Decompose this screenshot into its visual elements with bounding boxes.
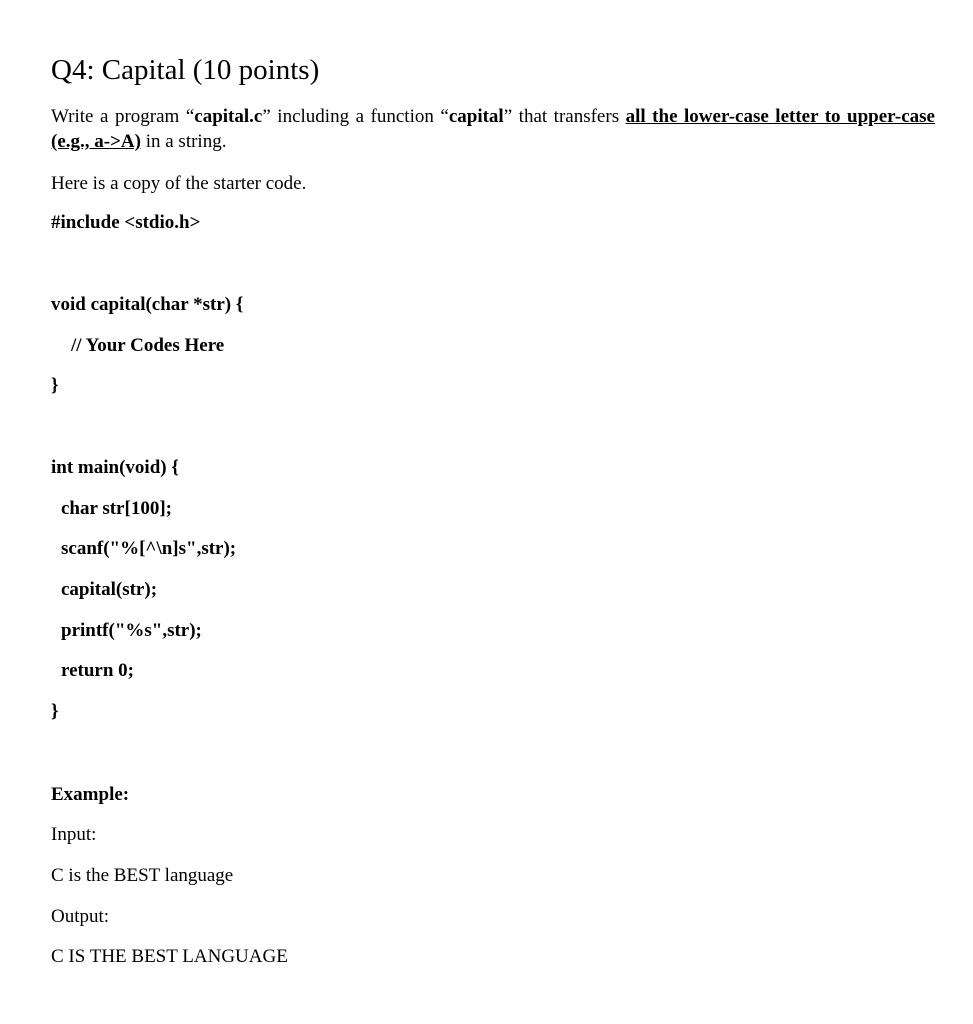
function-name: capital: [448, 106, 504, 127]
code-capital-signature: void capital(char *str) {: [51, 294, 244, 315]
description-text-3: ” that transfers: [503, 106, 626, 127]
question-description: [51, 104, 935, 154]
document-page: [51, 0, 935, 1024]
example-output-value: C IS THE BEST LANGUAGE: [51, 946, 288, 967]
code-main-signature: int main(void) {: [51, 457, 179, 478]
example-input-label: Input:: [51, 824, 97, 845]
code-main-line: scanf("%[^\n]s",str);: [61, 538, 237, 559]
code-main-line: return 0;: [61, 660, 134, 681]
code-main-close-brace: }: [51, 701, 59, 722]
example-heading: Example:: [51, 784, 130, 805]
example-output-label: Output:: [51, 906, 110, 927]
question-title: Q4: Capital (10 points): [51, 54, 320, 86]
description-text-2: ” including a function “: [262, 106, 449, 127]
emphasized-requirement: all the lower-case letter to upper-case (e.g., a->A): [51, 106, 935, 152]
code-main-line: printf("%s",str);: [61, 620, 202, 641]
description-text-4: in a string.: [140, 131, 227, 152]
starter-code-intro: Here is a copy of the starter code.: [51, 173, 307, 194]
code-capital-body-comment: // Your Codes Here: [71, 335, 225, 356]
description-text-1: Write a program “: [51, 106, 195, 127]
code-main-line: capital(str);: [61, 579, 158, 600]
code-capital-close-brace: }: [51, 375, 59, 396]
code-main-line: char str[100];: [61, 498, 172, 519]
code-include-line: #include <stdio.h>: [51, 212, 201, 233]
example-input-value: C is the BEST language: [51, 865, 234, 886]
file-name: capital.c: [194, 106, 263, 127]
